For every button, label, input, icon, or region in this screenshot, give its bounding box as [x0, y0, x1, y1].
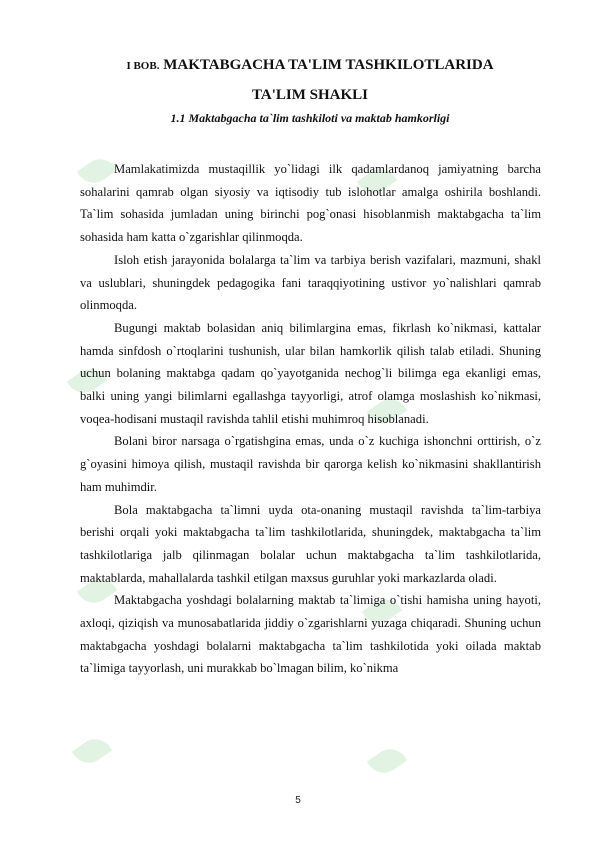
section-subtitle: 1.1 Maktabgacha ta`lim tashkiloti va maktab hamkorligi [170, 111, 450, 125]
body-text [80, 158, 541, 680]
page-number: 5 [295, 795, 301, 806]
chapter-title [60, 56, 560, 75]
paragraph: Maktabgacha yoshdagi bolalarning maktab ta`limiga o`tishi hamisha uning hayoti, axloqi, qiziqish va munosabatlarida jiddiy o`zgarishlarni yuzaga chiqaradi. Shuning uchun maktabgacha yoshdagi bolalarni maktabgacha ta`lim tashkilotida yoki oilada maktab ta`limiga tayyorlash, uni murakkab bo`lmagan bilim, ko`nikma [80, 593, 541, 676]
chapter-prefix: I BOB. [126, 60, 160, 72]
paragraph: Bolani biror narsaga o`rgatishgina emas, unda o`z kuchiga ishonchni orttirish, o`z g`oyasini himoya qilish, mustaqil ravishda bir qarorga kelish ko`nikmasini shakllantirish ham muhimdir. [80, 434, 541, 494]
paragraph: Isloh etish jarayonida bolalarga ta`lim va tarbiya berish vazifalari, mazmuni, shakl va uslublari, shuningdek pedagogika fani taraqqiyotining ustivor yo`nalishlari qamrab olinmoqda. [80, 252, 541, 313]
chapter-title-line2: TA'LIM SHAKLI [252, 87, 368, 103]
paragraph: Bugungi maktab bolasidan aniq bilimlargina emas, fikrlash ko`nikmasi, kattalar hamda sinfdosh o`rtoqlarini tushunish, ular bilan hamkorlik qilish talab etiladi. Shuning uchun bolaning maktabga qadam qo`yayotganida nechog`li bilimga ega ekanligi emas, balki uning yangi bilimlarni egallashga tayyorligi, atrof olamga moslashish ko`nikmasi, voqea-hodisani mustaqil ravishda tahlil etishi muhimroq hisoblanadi. [80, 320, 541, 426]
paragraph: Mamlakatimizda mustaqillik yo`lidagi ilk qadamlardanoq jamiyatning barcha sohalarini qamrab olgan siyosiy va iqtisodiy tub islohotlar amalga oshirila boshlandi. Ta`lim sohasida jumladan uning birinchi pog`onasi hisoblanmish maktabgacha ta`lim sohasida ham katta o`zgarishlar qilinmoqda. [80, 162, 541, 245]
paragraph: Bola maktabgacha ta`limni uyda ota-onaning mustaqil ravishda ta`lim-tarbiya berishi orqali yoki maktabgacha ta`lim tashkilotlarida, shuningdek, maktabgacha ta`lim tashkilotlariga jalb qilinmagan bolalar uchun maktabgacha ta`lim tashkilotlarida, maktablarda, mahallalarda tashkil etilgan maxsus guruhlar yoki markazlarda oladi. [80, 502, 541, 585]
chapter-title-line1: MAKTABGACHA TA'LIM TASHKILOTLARIDA [163, 57, 494, 73]
